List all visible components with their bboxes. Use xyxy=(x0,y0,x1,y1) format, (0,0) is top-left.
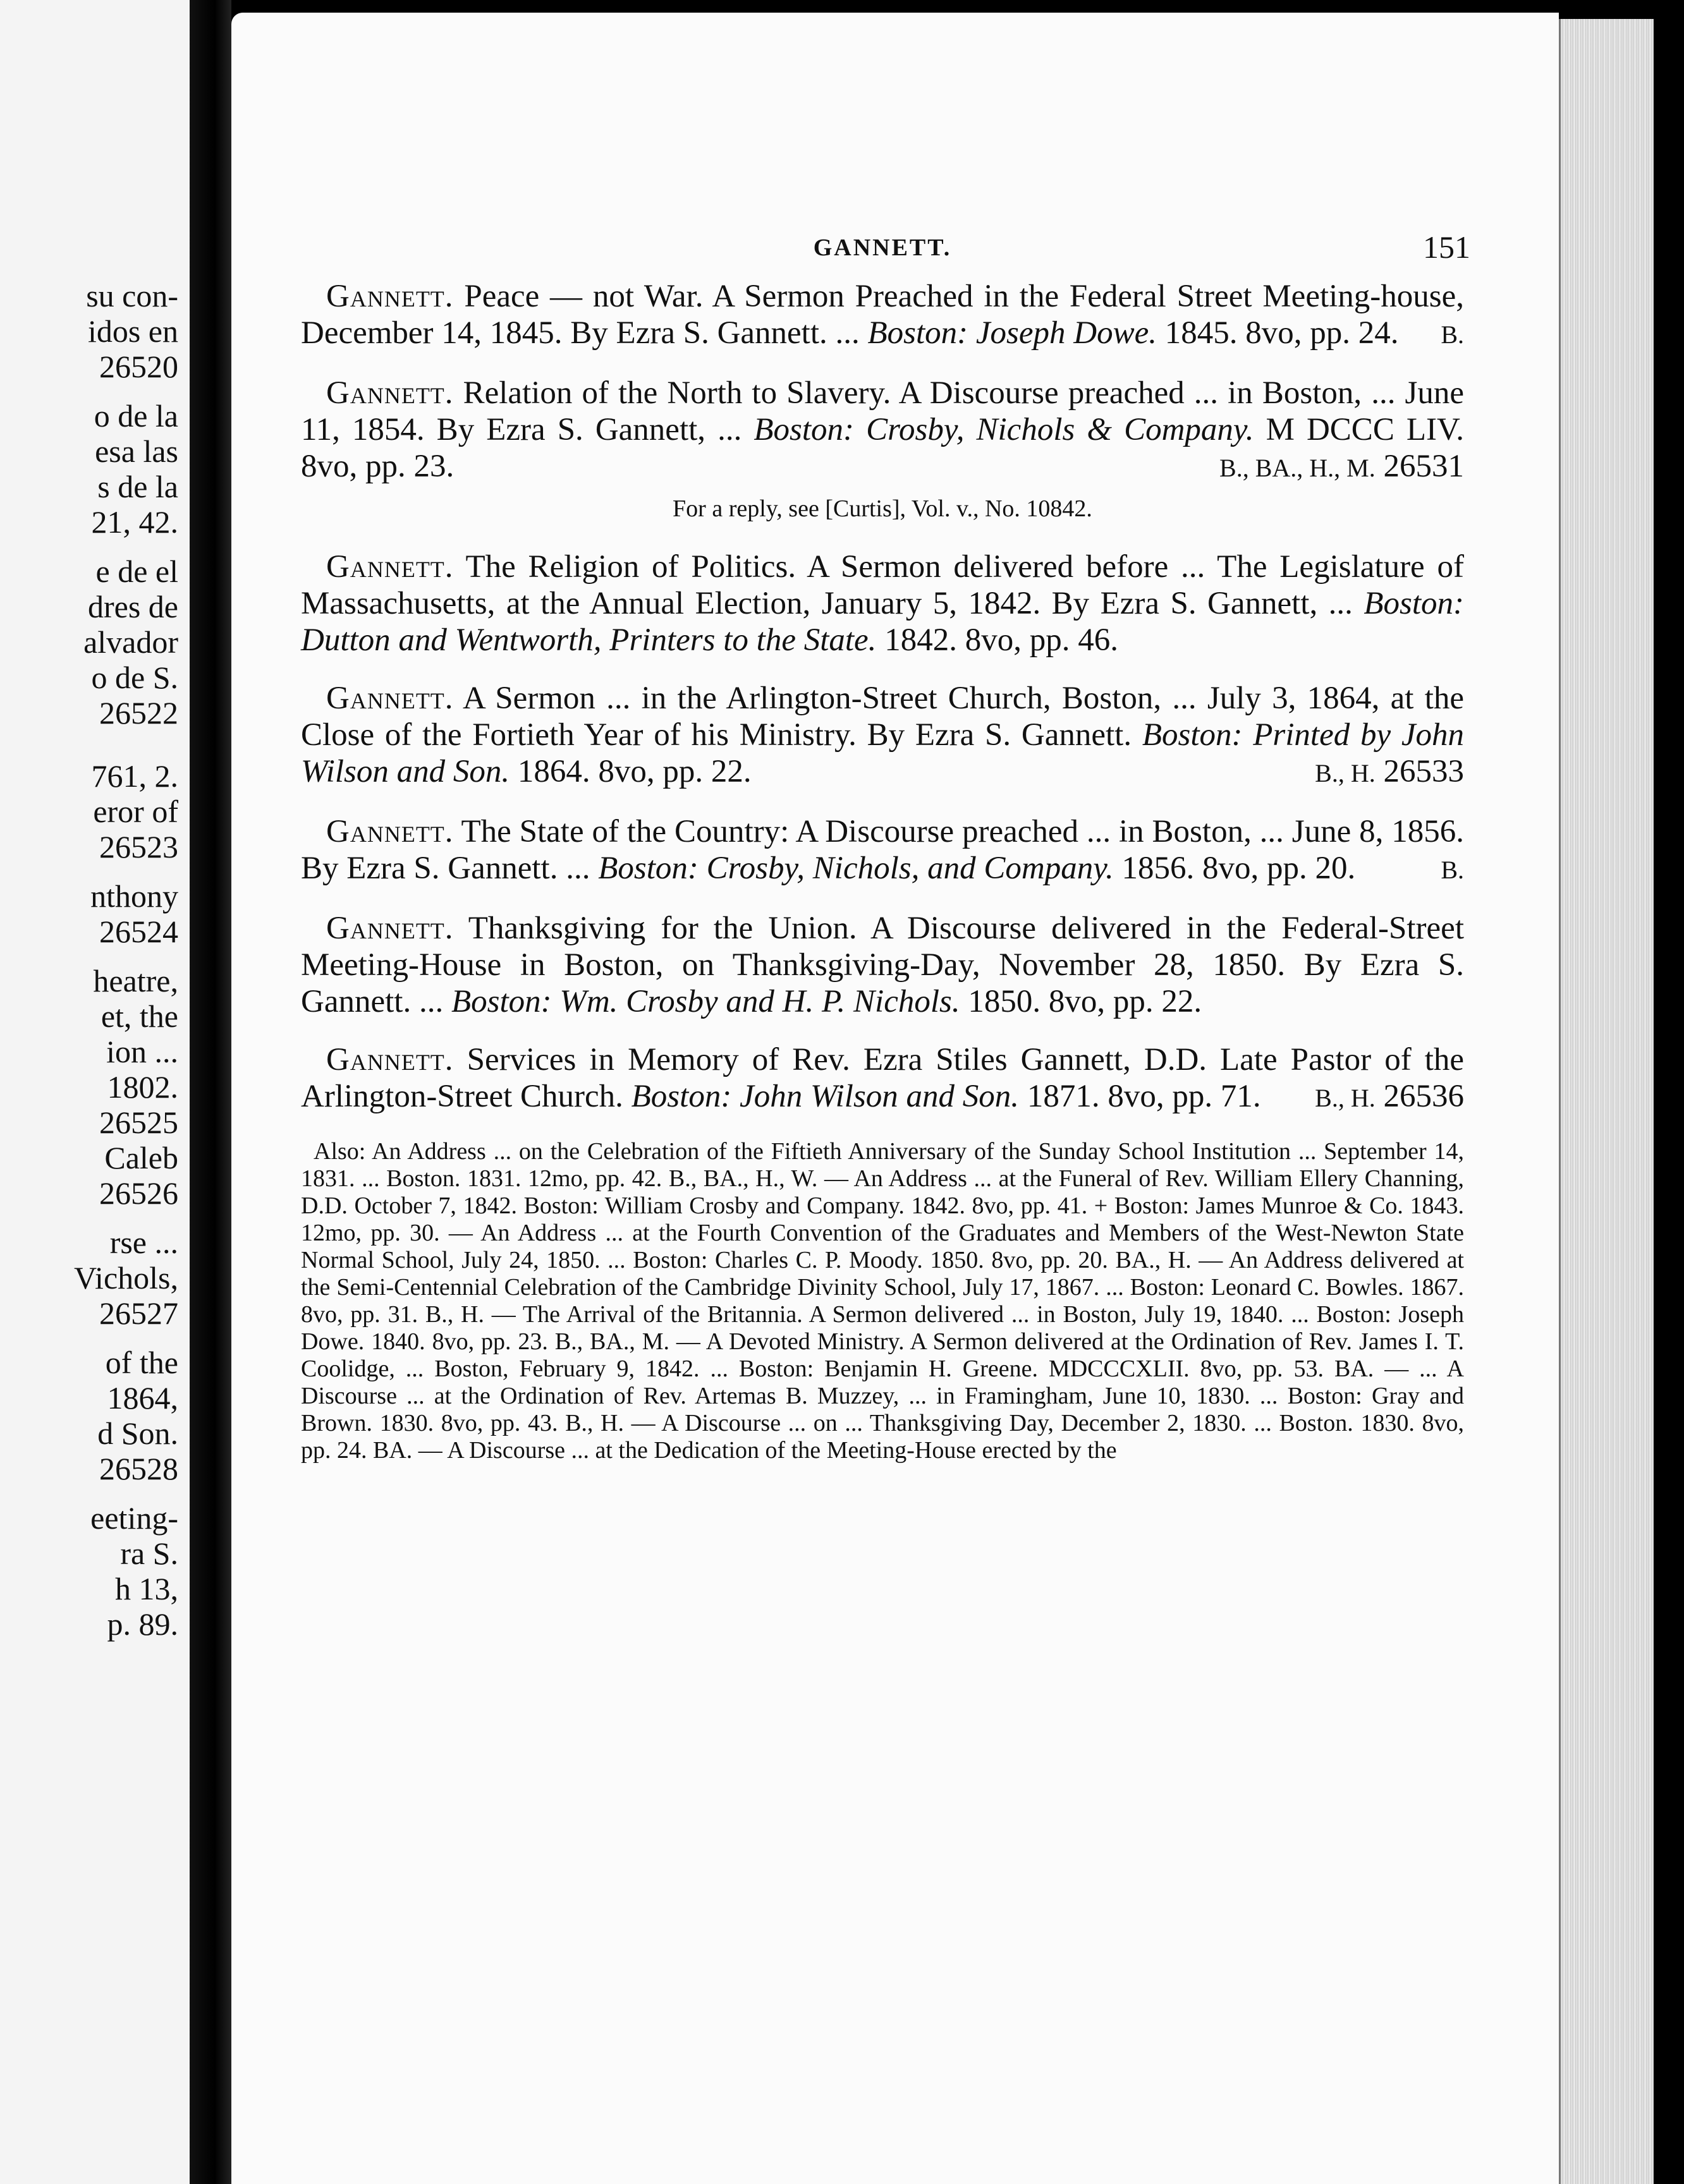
entry-holdings-number xyxy=(1194,448,1464,487)
entry-holdings: B., H. xyxy=(1315,759,1376,787)
left-page-line: heatre, xyxy=(93,963,178,998)
entry-title: The State of the Country: A Discourse preached ... in Boston, ... June 8, 1856. By Ezra S. Gannett. ... xyxy=(301,814,1464,886)
left-page-line xyxy=(0,744,178,758)
entry-title: The Religion of Politics. A Sermon delivered before ... The Legislature of Massachusetts, at the Annual Election, January 5, 1842. By Ezra S. Gannett, ... xyxy=(301,549,1464,621)
entry-holdings: B. xyxy=(1441,320,1464,349)
left-page-line xyxy=(0,1331,178,1345)
left-page-line: d Son. xyxy=(97,1416,178,1451)
left-page-line: 761, 2. xyxy=(91,758,178,794)
left-page-line: ra S. xyxy=(120,1536,178,1571)
entry-imprint: Boston: Wm. Crosby and H. P. Nichols. xyxy=(451,984,960,1019)
entry-imprint: Boston: Crosby, Nichols & Company. xyxy=(754,412,1254,447)
entry-imprint: Boston: Crosby, Nichols, and Company. xyxy=(598,851,1114,886)
left-page-line: idos en xyxy=(87,313,178,349)
entry-holdings-number xyxy=(1415,850,1464,889)
left-page-line: 26526 xyxy=(99,1175,178,1211)
entry-number: 26533 xyxy=(1383,754,1464,789)
left-page-line: 21, 42. xyxy=(91,504,178,540)
entry-imprint: Boston: Dutton and Wentworth, Printers to the State. xyxy=(301,586,1465,658)
bibliography-entry xyxy=(301,549,1464,658)
left-page-line: of the xyxy=(105,1345,178,1380)
entry-author: Gannett. xyxy=(326,911,454,946)
left-page-line: 26522 xyxy=(99,695,178,731)
bibliography-entries xyxy=(301,278,1464,1117)
bibliography-entry xyxy=(301,278,1464,353)
entry-author: Gannett. xyxy=(326,1042,454,1077)
left-page-line xyxy=(0,949,178,963)
bibliography-entry xyxy=(301,680,1464,792)
left-page-line xyxy=(0,731,178,744)
left-page-line: 26523 xyxy=(99,829,178,864)
left-page-line: o de S. xyxy=(91,660,178,695)
entry-details: 1871. 8vo, pp. 71. xyxy=(1027,1079,1261,1114)
entry-author: Gannett. xyxy=(326,681,454,716)
entry-details: 1845. 8vo, pp. 24. xyxy=(1164,315,1399,351)
entry-imprint: Boston: Joseph Dowe. xyxy=(867,315,1157,351)
bibliography-entry xyxy=(301,1041,1464,1117)
entry-author: Gannett. xyxy=(326,549,454,585)
left-page-line: 26520 xyxy=(99,349,178,384)
left-page-line xyxy=(0,864,178,878)
bibliography-entry xyxy=(301,910,1464,1020)
left-page-line: et, the xyxy=(101,998,178,1034)
left-page-line: 26528 xyxy=(99,1451,178,1486)
entry-holdings: B., H. xyxy=(1315,1084,1376,1112)
left-page-line xyxy=(0,384,178,398)
left-page-line: 26527 xyxy=(99,1295,178,1331)
entry-details: 1842. 8vo, pp. 46. xyxy=(884,622,1118,658)
left-page-line: Vichols, xyxy=(73,1260,178,1295)
book-gutter xyxy=(190,0,231,2184)
left-page-line: nthony xyxy=(90,878,178,914)
left-page-line: dres de xyxy=(88,589,178,624)
entry-number: 26536 xyxy=(1383,1079,1464,1114)
page-content xyxy=(301,221,1470,1464)
scan-border xyxy=(1654,0,1684,2184)
left-page-fragment xyxy=(0,0,190,2184)
left-page-line: 26525 xyxy=(99,1105,178,1140)
entry-author: Gannett. xyxy=(326,375,454,411)
left-page-line: p. 89. xyxy=(107,1606,178,1642)
left-page-line: rse ... xyxy=(109,1225,178,1260)
entry-imprint: Boston: Printed by John Wilson and Son. xyxy=(301,717,1464,789)
bibliography-entry xyxy=(301,375,1464,487)
left-page-line: su con- xyxy=(86,278,178,313)
left-page-line: h 13, xyxy=(115,1571,178,1606)
entry-title: Peace — not War. A Sermon Preached in the Federal Street Meeting-house, December 14, 1845. By Ezra S. Gannett. ... xyxy=(301,279,1465,351)
page-edges xyxy=(1559,19,1656,2184)
left-page-line: o de la xyxy=(94,398,178,434)
entry-details: 1864. 8vo, pp. 22. xyxy=(517,754,752,789)
left-page-line: e de el xyxy=(95,554,178,589)
entry-holdings: B., BA., H., M. xyxy=(1219,454,1376,482)
entry-title: Thanksgiving for the Union. A Discourse delivered in the Federal-Street Meeting-House in Boston, on Thanksgiving-Day, November 28, 1850. By Ezra S. Gannett. ... xyxy=(301,911,1464,1019)
left-page-text-column xyxy=(0,278,178,1642)
entry-author: Gannett. xyxy=(326,814,454,849)
left-page-line: eeting- xyxy=(90,1500,178,1536)
left-page-line: alvador xyxy=(83,624,178,660)
running-head-title: GANNETT. xyxy=(813,234,952,261)
entry-holdings-number xyxy=(1290,753,1464,792)
entry-holdings-number xyxy=(1290,1078,1464,1117)
reply-note: For a reply, see [Curtis], Vol. v., No. 10842. xyxy=(673,495,1092,522)
bibliography-entry xyxy=(301,813,1464,889)
entry-details: 1856. 8vo, pp. 20. xyxy=(1121,851,1356,886)
entry-title: Relation of the North to Slavery. A Discourse preached ... in Boston, ... June 11, 1854. By Ezra S. Gannett, ... xyxy=(301,375,1464,447)
page-number: 151 xyxy=(1423,229,1470,265)
left-page-line: esa las xyxy=(95,434,178,469)
left-page-line: s de la xyxy=(97,469,178,504)
left-page-line: eror of xyxy=(93,794,178,829)
running-head xyxy=(301,221,1470,278)
entry-number: 26531 xyxy=(1383,449,1464,484)
left-page-line xyxy=(0,1211,178,1225)
entry-imprint: Boston: John Wilson and Son. xyxy=(631,1079,1020,1114)
right-page xyxy=(231,13,1559,2184)
left-page-line: Caleb xyxy=(104,1140,178,1175)
also-paragraph: Also: An Address ... on the Celebration of the Fiftieth Anniversary of the Sunday School Institution ... September 14, 1831. ... Boston. 1831. 12mo, pp. 42. B., BA., H., W. — An Address ... at the Funeral of Rev. William Ellery Channing, D.D. October 7, 1842. Boston: William Crosby and Company. 1842. 8vo, pp. 41. + Boston: James Munroe & Co. 1843. 12mo, pp. 30. — An Address ... at the Fourth Convention of the Graduates and Members of the West-Newton State Normal School, July 24, 1850. ... Boston: Charles C. P. Moody. 1850. 8vo, pp. 20. BA., H. — An Address delivered at the Semi-Centennial Celebration of the Cambridge Divinity School, July 17, 1867. ... Boston: Leonard C. Bowles. 1867. 8vo, pp. 31. B., H. — The Arrival of the Britannia. A Sermon delivered ... in Boston, July 19, 1840. ... Boston: Joseph Dowe. 1840. 8vo, pp. 23. B., BA., M. — A Devoted Ministry. A Sermon delivered at the Ordination of Rev. James I. T. Coolidge, ... Boston, February 9, 1842. ... Boston: Benjamin H. Greene. MDCCCXLII. 8vo, pp. 53. BA. — ... A Discourse ... at the Ordination of Rev. Artemas B. Muzzey, ... in Framingham, June 10, 1830. ... Boston: Gray and Brown. 1830. 8vo, pp. 43. B., H. — A Discourse ... on ... Thanksgiving Day, December 2, 1830. ... Boston. 1830. 8vo, pp. 24. BA. — A Discourse ... at the Dedication of the Meeting-House erected by the xyxy=(301,1138,1464,1464)
left-page-line: ion ... xyxy=(106,1034,178,1069)
left-page-line: 1864, xyxy=(107,1380,178,1416)
left-page-line xyxy=(0,540,178,554)
left-page-line xyxy=(0,1486,178,1500)
left-page-line: 26524 xyxy=(99,914,178,949)
entry-details: M DCCC LIV. 8vo, pp. 23. xyxy=(301,412,1465,484)
entry-details: 1850. 8vo, pp. 22. xyxy=(968,984,1202,1019)
entry-title: A Sermon ... in the Arlington-Street Church, Boston, ... July 3, 1864, at the Close of the Fortieth Year of his Ministry. By Ezra S. Gannett. xyxy=(301,681,1464,753)
entry-holdings: B. xyxy=(1441,856,1464,884)
entry-author: Gannett. xyxy=(326,279,454,314)
entry-title: Services in Memory of Rev. Ezra Stiles Gannett, D.D. Late Pastor of the Arlington-Street Church. xyxy=(301,1042,1465,1114)
entry-holdings-number xyxy=(1415,315,1464,353)
left-page-line: 1802. xyxy=(107,1069,178,1105)
